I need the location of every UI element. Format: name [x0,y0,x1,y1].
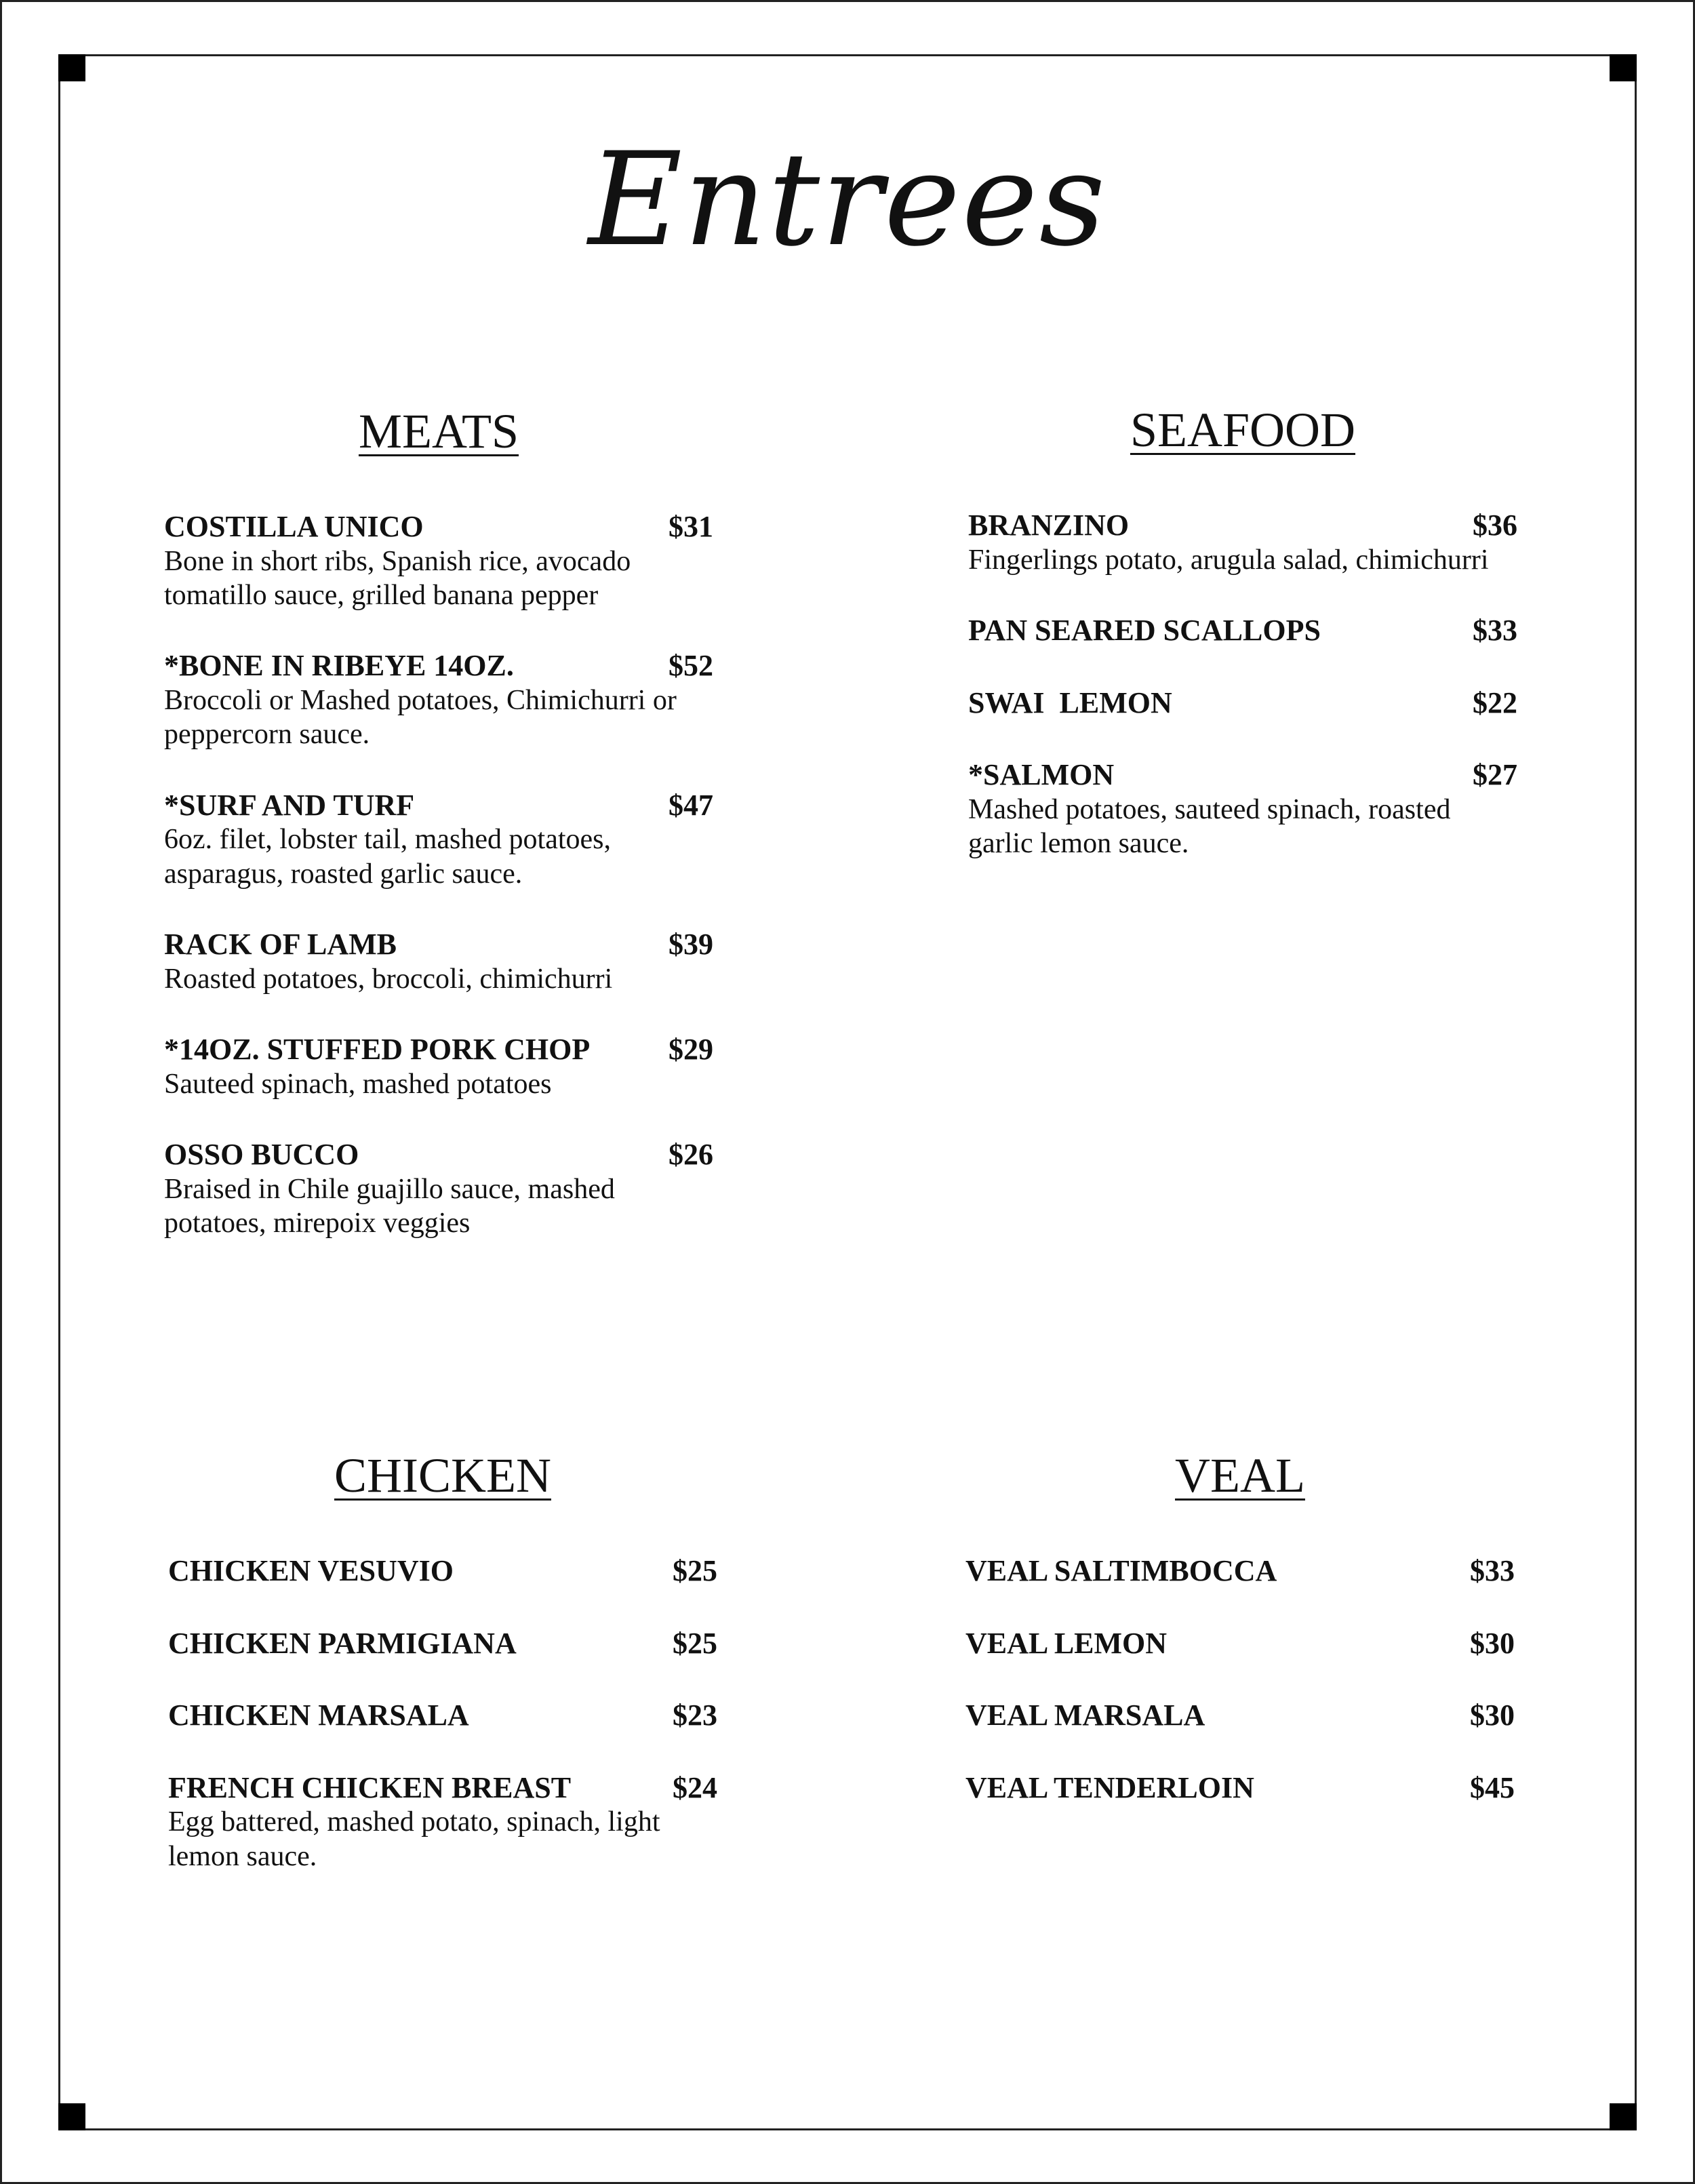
item-name: *BONE IN RIBEYE 14OZ. [164,649,514,683]
item-description: Sauteed spinach, mashed potatoes [164,1068,552,1100]
item-name: *14OZ. STUFFED PORK CHOP [164,1033,591,1067]
item-description: Broccoli or Mashed potatoes, Chimichurri or peppercorn sauce. [164,684,677,751]
menu-item [968,758,1517,860]
menu-item [164,510,713,612]
menu-item [168,1554,717,1589]
item-price: $45 [1470,1770,1515,1804]
section-heading-veal: VEAL [1175,1448,1305,1503]
item-price: $39 [669,928,713,961]
menu-item [168,1627,717,1661]
menu-item [164,649,713,751]
item-price: $36 [1473,509,1517,542]
item-name: OSSO BUCCO [164,1138,359,1172]
item-description: Mashed potatoes, sauteed spinach, roasted garlic lemon sauce. [968,793,1451,860]
menu-item [164,1138,713,1240]
menu-item [968,614,1517,648]
item-description: Fingerlings potato, arugula salad, chimichurri [968,544,1489,576]
item-price: $25 [673,1554,717,1587]
item-name: VEAL MARSALA [965,1699,1205,1732]
item-description: Roasted potatoes, broccoli, chimichurri [164,963,613,995]
item-price: $33 [1473,613,1517,647]
section-seafood [968,405,1517,898]
item-name: VEAL LEMON [965,1626,1168,1660]
item-price: $27 [1473,758,1517,792]
item-description: Bone in short ribs, Spanish rice, avocado tomatillo sauce, grilled banana pepper [164,545,631,611]
item-price: $24 [673,1770,717,1804]
menu-item [968,686,1517,721]
section-chicken [168,1448,717,1910]
item-name: VEAL SALTIMBOCCA [965,1554,1277,1587]
item-price: $23 [673,1699,717,1732]
corner-ornament-bottom-right [1610,2103,1637,2130]
item-name: FRENCH CHICKEN BREAST [168,1770,572,1804]
item-price: $22 [1473,686,1517,719]
item-price: $30 [1470,1626,1515,1660]
item-name: SWAI LEMON [968,686,1172,719]
item-name: *SALMON [968,758,1115,792]
item-price: $29 [669,1033,713,1067]
menu-item [965,1771,1515,1806]
corner-ornament-top-left [58,54,85,81]
menu-item [965,1627,1515,1661]
item-price: $52 [669,649,713,683]
section-meats [164,404,713,1277]
menu-item [164,789,713,891]
item-name: CHICKEN VESUVIO [168,1554,454,1587]
item-name: *SURF AND TURF [164,788,415,822]
item-name: COSTILLA UNICO [164,510,424,543]
item-price: $25 [673,1626,717,1660]
section-heading-meats: MEATS [358,404,519,458]
page-title: Entrees [588,125,1107,275]
item-price: $26 [669,1138,713,1172]
item-description: Egg battered, mashed potato, spinach, light lemon sauce. [168,1806,660,1872]
menu-item [164,928,713,996]
menu-item [168,1771,717,1873]
item-name: CHICKEN PARMIGIANA [168,1626,517,1660]
item-price: $47 [669,788,713,822]
item-name: PAN SEARED SCALLOPS [968,613,1321,647]
menu-item [164,1033,713,1101]
item-price: $30 [1470,1699,1515,1732]
section-heading-seafood: SEAFOOD [1130,403,1356,457]
item-name: VEAL TENDERLOIN [965,1770,1254,1804]
menu-item [965,1554,1515,1589]
item-name: CHICKEN MARSALA [168,1699,469,1732]
item-price: $33 [1470,1554,1515,1587]
section-veal [965,1448,1515,1843]
item-description: Braised in Chile guajillo sauce, mashed potatoes, mirepoix veggies [164,1173,615,1239]
item-price: $31 [669,510,713,543]
item-name: RACK OF LAMB [164,928,397,961]
menu-item [965,1699,1515,1733]
corner-ornament-bottom-left [58,2103,85,2130]
menu-item [968,509,1517,577]
section-heading-chicken: CHICKEN [334,1448,551,1503]
corner-ornament-top-right [1610,54,1637,81]
menu-item [168,1699,717,1733]
item-name: BRANZINO [968,509,1130,542]
item-description: 6oz. filet, lobster tail, mashed potatoes, asparagus, roasted garlic sauce. [164,824,611,890]
